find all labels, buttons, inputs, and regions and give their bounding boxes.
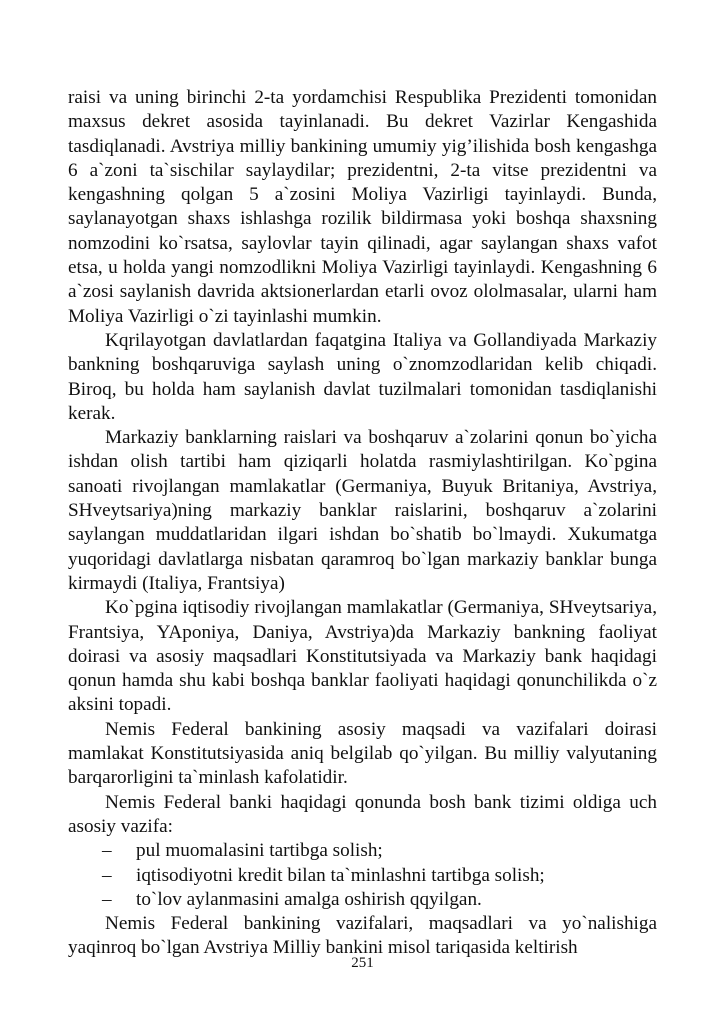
list-item-text: iqtisodiyotni kredit bilan ta`minlashni tartibga solish; — [136, 864, 545, 886]
closing-paragraph: Nemis Federal bankining vazifalari, maqsadlari va yo`nalishiga yaqinroq bo`lgan Avstriya Milliy bankini misol tariqasida keltirish — [68, 913, 657, 959]
tasks-list — [68, 839, 657, 912]
list-item-text: to`lov aylanmasini amalga oshirish qqyilgan. — [136, 888, 482, 910]
paragraph: Markaziy banklarning raislari va boshqaruv a`zolarini qonun bo`yicha ishdan olish tartibi ham qiziqarli holatda rasmiylashtirilgan. Ko`pgina sanoati rivojlangan mamlakatlar (Germaniya, Buyuk Britaniya, Avstriya, SHveytsariya)ning markaziy banklar raislarini, boshqaruv a`zolarini saylangan muddatlaridan ilgari ishdan bo`shatib bo`lmaydi. Xukumatga yuqoridagi davlatlarga nisbatan qaramroq bo`lgan markaziy banklar bunga kirmaydi (Italiya, Frantsiya) — [68, 427, 657, 594]
paragraph: Ko`pgina iqtisodiy rivojlangan mamlakatlar (Germaniya, SHveytsariya, Frantsiya, YAponiya, Daniya, Avstriya)da Markaziy bankning faoliyat doirasi va asosiy maqsadlari Konstitutsiyada va Markaziy bank haqidagi qonun hamda shu kabi boshqa banklar faoliyati haqidagi qonunchilikda o`z aksini topadi. — [68, 597, 657, 716]
list-item-text: pul muomalasini tartibga solish; — [136, 840, 383, 862]
paragraph-continued: raisi va uning birinchi 2-ta yordamchisi Respublika Prezidenti tomonidan maxsus dekret asosida tayinlanadi. Bu dekret Vazirlar Kengashida tasdiqlanadi. Avstriya milliy bankining umumiy yig’ilishida bosh kengashga 6 a`zoni ta`sischilar saylaydilar; prezidentni, 2-ta vitse prezidentni va kengashning qolgan 5 a`zosini Moliya Vazirligi tayinlaydi. Bunda, saylanayotgan shaxs ishlashga rozilik bildirmasa yoki boshqa shaxsning nomzodini ko`rsatsa, saylovlar tayin qilinadi, agar saylangan shaxs vafot etsa, u holda yangi nomzodlikni Moliya Vazirligi tayinlaydi. Kengashning 6 a`zosi saylanish davrida aktsionerlardan etarli ovoz ololmasalar, ularni ham Moliya Vazirligi o`zi tayinlashi mumkin. — [68, 87, 657, 327]
list-item — [68, 864, 657, 888]
page-number: 251 — [351, 955, 374, 971]
list-item — [68, 888, 657, 912]
paragraph: Nemis Federal bankining asosiy maqsadi va vazifalari doirasi mamlakat Konstitutsiyasida aniq belgilab qo`yilgan. Bu milliy valyutaning barqarorligini ta`minlash kafolatidir. — [68, 718, 657, 789]
page-body — [68, 86, 657, 961]
list-dash-marker: – — [102, 888, 112, 910]
list-item — [68, 839, 657, 863]
list-dash-marker: – — [102, 840, 112, 862]
paragraph: Kqrilayotgan davlatlardan faqatgina Italiya va Gollandiyada Markaziy bankning boshqaruviga saylash uning o`znomzodlaridan kelib chiqadi. Biroq, bu holda ham saylanish davlat tuzilmalari tomonidan tasdiqlanishi kerak. — [68, 329, 657, 424]
paragraph: Nemis Federal banki haqidagi qonunda bosh bank tizimi oldiga uch asosiy vazifa: — [68, 791, 657, 837]
list-dash-marker: – — [102, 864, 112, 886]
